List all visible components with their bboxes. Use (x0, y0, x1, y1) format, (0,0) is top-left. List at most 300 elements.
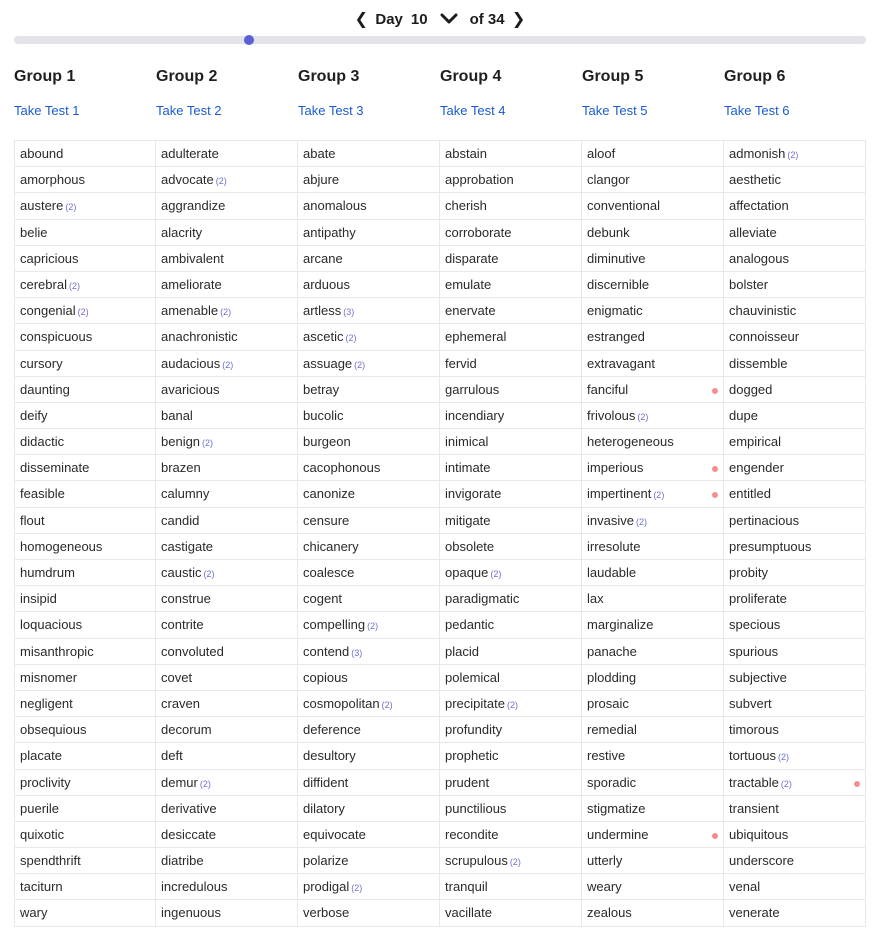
word-text: presumptuous (729, 538, 812, 554)
word-item[interactable] (724, 403, 866, 429)
word-item[interactable] (156, 481, 298, 507)
word-item[interactable] (298, 351, 440, 377)
word-item[interactable] (298, 272, 440, 298)
word-item[interactable] (298, 481, 440, 507)
word-text: congenial (20, 303, 76, 319)
word-item[interactable] (14, 455, 156, 481)
word-text: coalesce (303, 565, 355, 580)
word-item[interactable] (156, 770, 298, 796)
word-item[interactable] (582, 822, 724, 848)
word-item[interactable] (156, 900, 298, 926)
word-item[interactable] (582, 193, 724, 219)
word-item[interactable] (156, 193, 298, 219)
word-item[interactable] (440, 220, 582, 246)
word-item[interactable] (298, 246, 440, 272)
word-item[interactable] (582, 900, 724, 926)
word-item[interactable] (582, 508, 724, 534)
word-item[interactable] (440, 691, 582, 717)
word-item[interactable] (156, 639, 298, 665)
word-item[interactable] (14, 874, 156, 900)
meaning-count-badge: (2) (490, 569, 502, 579)
word-item[interactable] (724, 272, 866, 298)
word-text: quixotic (20, 826, 65, 842)
word-item[interactable] (582, 612, 724, 638)
word-item[interactable] (14, 429, 156, 455)
word-item[interactable] (724, 508, 866, 534)
word-item[interactable] (724, 220, 866, 246)
word-item[interactable] (440, 665, 582, 691)
word-item[interactable] (582, 403, 724, 429)
word-item[interactable] (298, 534, 440, 560)
group-column-6 (724, 66, 866, 927)
word-item[interactable] (440, 586, 582, 612)
word-text: humdrum (20, 565, 75, 580)
group-column-1 (14, 66, 156, 927)
word-item[interactable] (582, 220, 724, 246)
word-item[interactable] (14, 167, 156, 193)
word-item[interactable] (582, 743, 724, 769)
word-list (724, 140, 866, 927)
word-item[interactable] (14, 848, 156, 874)
word-text: cerebral (20, 276, 67, 292)
word-item[interactable] (14, 508, 156, 534)
word-item[interactable] (724, 298, 866, 324)
word-item[interactable] (14, 691, 156, 717)
word-item[interactable] (582, 324, 724, 350)
word-item[interactable] (156, 874, 298, 900)
word-item[interactable] (156, 534, 298, 560)
word-item[interactable] (582, 848, 724, 874)
take-test-link[interactable]: Take Test 5 (582, 103, 648, 118)
word-text: compelling (303, 617, 366, 633)
word-text: pertinacious (729, 512, 800, 528)
word-text: belie (20, 224, 48, 240)
word-item[interactable] (298, 796, 440, 822)
word-item[interactable] (440, 639, 582, 665)
word-list (298, 140, 440, 927)
word-item[interactable] (14, 298, 156, 324)
word-item[interactable] (724, 193, 866, 219)
word-item[interactable] (724, 560, 866, 586)
status-dot-icon (712, 466, 718, 472)
word-text: entitled (729, 486, 771, 502)
word-item[interactable] (440, 822, 582, 848)
word-text: debunk (587, 224, 630, 240)
word-item[interactable] (582, 455, 724, 481)
word-text: ubiquitous (729, 826, 789, 842)
word-item[interactable] (440, 481, 582, 507)
word-item[interactable] (14, 351, 156, 377)
word-item[interactable] (582, 770, 724, 796)
word-item[interactable] (298, 665, 440, 691)
word-item[interactable] (298, 167, 440, 193)
word-text: didactic (20, 434, 65, 450)
word-text: disseminate (20, 460, 90, 476)
word-item[interactable] (724, 717, 866, 743)
word-text: arcane (303, 250, 343, 266)
word-text: puerile (20, 800, 60, 816)
word-item[interactable] (440, 874, 582, 900)
word-text: fervid (445, 355, 477, 371)
word-item[interactable] (724, 770, 866, 796)
word-text: misanthropic (20, 643, 94, 659)
word-item[interactable] (298, 639, 440, 665)
word-item[interactable] (14, 272, 156, 298)
word-item[interactable] (156, 796, 298, 822)
meaning-count-badge: (2) (199, 778, 211, 789)
word-item[interactable] (724, 141, 866, 167)
word-item[interactable] (156, 298, 298, 324)
word-item[interactable] (156, 351, 298, 377)
word-item[interactable] (298, 900, 440, 926)
word-item[interactable] (156, 167, 298, 193)
word-text: zealous (587, 905, 632, 921)
word-item[interactable] (724, 822, 866, 848)
word-item[interactable] (156, 272, 298, 298)
word-text: chicanery (303, 538, 359, 554)
status-dot-icon (854, 781, 860, 787)
day-total: of 34 (469, 10, 505, 28)
word-text: scrupulous (445, 853, 508, 869)
group-title: Group 3 (298, 68, 360, 85)
word-item[interactable] (14, 324, 156, 350)
word-item[interactable] (298, 612, 440, 638)
word-item[interactable] (298, 193, 440, 219)
word-item[interactable] (298, 403, 440, 429)
chevron-down-icon[interactable] (440, 13, 458, 25)
meaning-count-badge: (2) (65, 202, 77, 213)
word-item[interactable] (724, 639, 866, 665)
word-text: decorum (161, 722, 212, 738)
word-item[interactable] (298, 455, 440, 481)
word-item[interactable] (14, 796, 156, 822)
word-item[interactable] (582, 796, 724, 822)
group-column-3 (298, 66, 440, 927)
word-text: corroborate (445, 224, 512, 240)
group-column-5 (582, 66, 724, 927)
word-text: emulate (445, 276, 492, 292)
word-item[interactable] (298, 298, 440, 324)
word-text: discernible (587, 276, 650, 292)
meaning-count-badge: (3) (351, 647, 363, 658)
word-item[interactable] (724, 534, 866, 560)
word-item[interactable] (440, 717, 582, 743)
word-text: betray (303, 381, 340, 397)
word-item[interactable] (440, 770, 582, 796)
word-item[interactable] (14, 141, 156, 167)
word-item[interactable] (440, 455, 582, 481)
word-item[interactable] (14, 560, 156, 586)
word-item[interactable] (582, 534, 724, 560)
word-item[interactable] (440, 377, 582, 403)
word-item[interactable] (724, 167, 866, 193)
word-item[interactable] (156, 455, 298, 481)
word-item[interactable] (298, 717, 440, 743)
word-item[interactable] (582, 298, 724, 324)
day-navigator (0, 8, 880, 30)
word-item[interactable] (156, 141, 298, 167)
word-item[interactable] (440, 193, 582, 219)
meaning-count-badge: (2) (202, 438, 214, 449)
word-item[interactable] (582, 377, 724, 403)
word-text: analogous (729, 250, 789, 266)
word-text: prosaic (587, 695, 629, 711)
group-title: Group 5 (582, 68, 644, 85)
meaning-count-badge: (3) (343, 307, 355, 318)
group-column-4 (440, 66, 582, 927)
word-item[interactable] (440, 429, 582, 455)
word-text: timorous (729, 722, 779, 738)
word-item[interactable] (298, 770, 440, 796)
word-item[interactable] (440, 167, 582, 193)
word-item[interactable] (14, 770, 156, 796)
word-item[interactable] (14, 193, 156, 219)
word-list (156, 140, 298, 927)
word-item[interactable] (440, 298, 582, 324)
word-item[interactable] (298, 822, 440, 848)
take-test-link[interactable]: Take Test 6 (724, 103, 790, 118)
word-item[interactable] (156, 665, 298, 691)
word-text: abstain (445, 146, 487, 161)
word-item[interactable] (724, 246, 866, 272)
word-item[interactable] (14, 822, 156, 848)
word-item[interactable] (582, 351, 724, 377)
word-text: estranged (587, 329, 645, 345)
word-text: amenable (161, 303, 219, 319)
word-item[interactable] (440, 796, 582, 822)
word-item[interactable] (582, 167, 724, 193)
word-item[interactable] (724, 691, 866, 717)
word-text: venerate (729, 905, 780, 921)
word-item[interactable] (582, 429, 724, 455)
word-text: precipitate (445, 695, 505, 711)
word-text: enigmatic (587, 303, 643, 319)
word-text: enervate (445, 303, 496, 319)
word-item[interactable] (582, 717, 724, 743)
word-text: capricious (20, 250, 79, 266)
word-text: extravagant (587, 355, 655, 371)
word-text: censure (303, 512, 350, 528)
word-text: probity (729, 565, 769, 580)
word-text: benign (161, 434, 201, 450)
word-item[interactable] (440, 508, 582, 534)
word-item[interactable] (440, 324, 582, 350)
word-text: recondite (445, 826, 499, 842)
word-text: dupe (729, 407, 758, 423)
word-item[interactable] (724, 351, 866, 377)
meaning-count-badge: (2) (203, 569, 215, 579)
word-item[interactable] (724, 900, 866, 926)
word-item[interactable] (724, 481, 866, 507)
word-item[interactable] (156, 586, 298, 612)
word-item[interactable] (14, 717, 156, 743)
word-item[interactable] (582, 560, 724, 586)
word-text: tractable (729, 774, 779, 790)
word-item[interactable] (156, 429, 298, 455)
word-item[interactable] (440, 743, 582, 769)
word-item[interactable] (156, 743, 298, 769)
word-item[interactable] (298, 586, 440, 612)
word-text: covet (161, 669, 193, 685)
word-item[interactable] (14, 403, 156, 429)
word-item[interactable] (440, 560, 582, 586)
take-test-link[interactable]: Take Test 3 (298, 103, 364, 118)
word-text: lax (587, 591, 604, 607)
word-text: invasive (587, 512, 634, 528)
word-item[interactable] (298, 377, 440, 403)
word-item[interactable] (724, 324, 866, 350)
word-text: ascetic (303, 329, 344, 345)
word-text: frivolous (587, 407, 636, 423)
word-text: bucolic (303, 407, 344, 423)
word-item[interactable] (156, 246, 298, 272)
word-text: weary (587, 879, 622, 895)
word-text: bolster (729, 276, 769, 292)
word-text: dogged (729, 381, 773, 397)
word-item[interactable] (440, 403, 582, 429)
word-item[interactable] (298, 220, 440, 246)
group-column-2 (156, 66, 298, 927)
word-item[interactable] (582, 691, 724, 717)
word-text: clangor (587, 172, 630, 188)
word-text: homogeneous (20, 538, 103, 554)
word-item[interactable] (724, 429, 866, 455)
word-item[interactable] (582, 665, 724, 691)
word-item[interactable] (298, 429, 440, 455)
word-text: verbose (303, 905, 350, 921)
word-item[interactable] (440, 534, 582, 560)
word-item[interactable] (14, 220, 156, 246)
word-item[interactable] (440, 246, 582, 272)
word-item[interactable] (724, 796, 866, 822)
word-item[interactable] (14, 900, 156, 926)
word-item[interactable] (156, 717, 298, 743)
word-text: aggrandize (161, 198, 226, 214)
meaning-count-badge: (2) (780, 778, 792, 789)
chevron-left-icon[interactable]: ❮ (354, 11, 369, 28)
word-item[interactable] (440, 272, 582, 298)
word-item[interactable] (440, 848, 582, 874)
word-item[interactable] (298, 141, 440, 167)
word-text: diminutive (587, 250, 646, 266)
word-item[interactable] (156, 324, 298, 350)
meaning-count-badge: (2) (506, 699, 518, 710)
word-text: ameliorate (161, 276, 222, 292)
word-item[interactable] (14, 612, 156, 638)
word-text: chauvinistic (729, 303, 797, 319)
word-item[interactable] (724, 612, 866, 638)
word-item[interactable] (298, 743, 440, 769)
word-item[interactable] (724, 743, 866, 769)
word-text: abjure (303, 172, 340, 188)
word-item[interactable] (298, 691, 440, 717)
word-item[interactable] (298, 508, 440, 534)
word-item[interactable] (298, 560, 440, 586)
word-item[interactable] (724, 377, 866, 403)
word-item[interactable] (724, 874, 866, 900)
word-text: dilatory (303, 800, 345, 816)
word-item[interactable] (14, 481, 156, 507)
word-item[interactable] (582, 246, 724, 272)
word-item[interactable] (298, 324, 440, 350)
word-item[interactable] (582, 874, 724, 900)
word-text: connoisseur (729, 329, 800, 345)
word-text: subvert (729, 695, 772, 711)
word-item[interactable] (582, 141, 724, 167)
word-item[interactable] (156, 822, 298, 848)
word-item[interactable] (156, 560, 298, 586)
word-item[interactable] (14, 246, 156, 272)
word-text: avaricious (161, 381, 220, 397)
take-test-link[interactable]: Take Test 4 (440, 103, 506, 118)
word-item[interactable] (14, 639, 156, 665)
word-text: desultory (303, 748, 356, 764)
word-item[interactable] (156, 691, 298, 717)
word-item[interactable] (582, 586, 724, 612)
word-groups (14, 66, 866, 927)
word-item[interactable] (582, 481, 724, 507)
word-item[interactable] (156, 508, 298, 534)
word-text: inimical (445, 434, 489, 450)
word-item[interactable] (14, 534, 156, 560)
word-item[interactable] (156, 220, 298, 246)
word-text: garrulous (445, 381, 500, 397)
word-item[interactable] (724, 455, 866, 481)
word-item[interactable] (582, 639, 724, 665)
word-text: subjective (729, 669, 787, 685)
word-item[interactable] (14, 665, 156, 691)
word-item[interactable] (440, 141, 582, 167)
word-item[interactable] (724, 848, 866, 874)
word-item[interactable] (440, 612, 582, 638)
meaning-count-badge: (2) (653, 490, 665, 501)
take-test-link[interactable]: Take Test 2 (156, 103, 222, 118)
word-text: utterly (587, 853, 623, 869)
word-item[interactable] (440, 900, 582, 926)
word-item[interactable] (14, 377, 156, 403)
word-item[interactable] (14, 743, 156, 769)
word-item[interactable] (724, 665, 866, 691)
word-text: profundity (445, 722, 503, 738)
day-progress-bar[interactable] (14, 36, 866, 44)
word-item[interactable] (156, 403, 298, 429)
word-item[interactable] (156, 612, 298, 638)
meaning-count-badge: (2) (351, 883, 363, 894)
word-text: punctilious (445, 800, 507, 816)
word-item[interactable] (298, 848, 440, 874)
progress-handle[interactable] (244, 35, 254, 45)
word-text: empirical (729, 434, 782, 450)
word-item[interactable] (724, 586, 866, 612)
word-item[interactable] (582, 272, 724, 298)
word-text: austere (20, 198, 64, 214)
word-item[interactable] (14, 586, 156, 612)
word-text: taciturn (20, 879, 63, 895)
word-item[interactable] (440, 351, 582, 377)
take-test-link[interactable]: Take Test 1 (14, 103, 80, 118)
word-text: adulterate (161, 146, 219, 161)
word-item[interactable] (156, 848, 298, 874)
word-text: equivocate (303, 826, 366, 842)
day-value: 10 (410, 10, 428, 28)
meaning-count-badge: (2) (68, 280, 80, 291)
word-text: diffident (303, 774, 349, 790)
chevron-right-icon[interactable]: ❯ (511, 11, 526, 28)
meaning-count-badge: (2) (787, 150, 799, 160)
word-item[interactable] (298, 874, 440, 900)
word-item[interactable] (156, 377, 298, 403)
word-text: alacrity (161, 224, 203, 240)
